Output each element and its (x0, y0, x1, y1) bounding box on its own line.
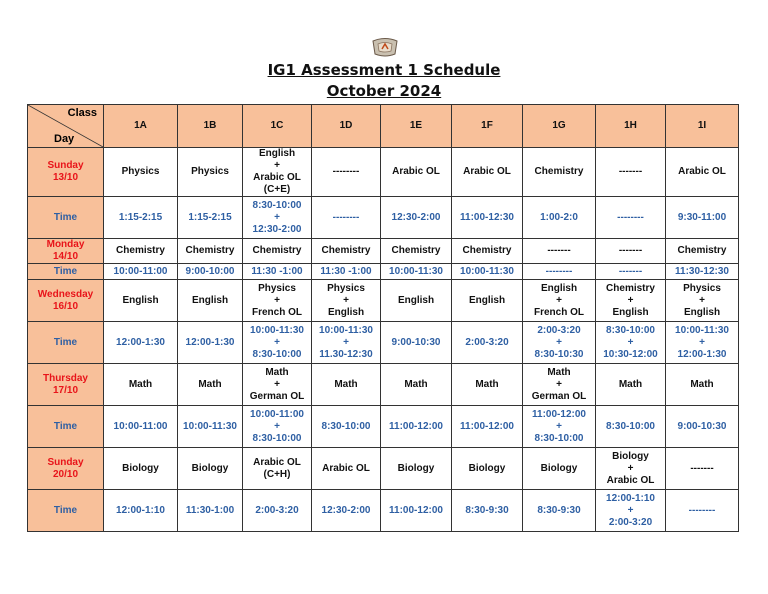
day-cell (28, 239, 104, 264)
cell-line: 11:30 -1:00 (320, 265, 372, 277)
subject-cell (243, 448, 312, 490)
time-cell (666, 490, 739, 532)
subject-row (28, 148, 739, 197)
cell-line: 10:00-11:00 (250, 408, 304, 420)
cell-line: 8:30-10:00 (606, 324, 655, 336)
subject-cell (596, 148, 666, 197)
cell-line: Math (128, 378, 153, 390)
cell-line: ------- (618, 245, 643, 256)
cell-line: 1:00-2:0 (540, 211, 578, 223)
cell-line: 11.30-12:30 (319, 348, 373, 360)
cell-line: 8:30-10:00 (252, 199, 302, 211)
time-cell (243, 322, 312, 364)
cell-line: 11:30 -1:00 (251, 265, 303, 277)
cell-line: + (627, 294, 634, 306)
time-cell (596, 197, 666, 239)
subject-cell (666, 364, 739, 406)
day-date: 17/10 (52, 384, 79, 396)
subject-cell (666, 148, 739, 197)
cell-line: German OL (531, 390, 587, 402)
cell-line: 12:30-2:00 (391, 211, 441, 223)
cell-line: 12:30-2:00 (252, 223, 302, 235)
subject-row (28, 239, 739, 264)
cell-line: + (556, 378, 562, 390)
subject-cell (243, 239, 312, 264)
time-cell (452, 322, 523, 364)
cell-line: Arabic OL (253, 172, 301, 183)
cell-line: English (468, 294, 506, 306)
subject-cell (243, 148, 312, 197)
subject-cell (381, 239, 452, 264)
time-cell (523, 264, 596, 280)
time-cell (381, 406, 452, 448)
cell-line: -------- (688, 504, 716, 516)
subject-cell (523, 239, 596, 264)
time-cell (523, 322, 596, 364)
cell-line: 1:15-2:15 (118, 211, 163, 223)
time-label-cell: Time (28, 264, 104, 280)
subject-cell (523, 148, 596, 197)
cell-line: 9:00-10:30 (391, 336, 441, 348)
cell-line: 10:00-11:00 (113, 420, 168, 432)
subject-cell (312, 364, 381, 406)
subject-cell (666, 239, 739, 264)
subject-cell (312, 280, 381, 322)
cell-line: + (627, 504, 634, 516)
cell-line: 8:30-10:30 (534, 348, 584, 360)
subject-cell (523, 448, 596, 490)
cell-line: 8:30-10:00 (252, 348, 302, 360)
cell-line: 2:00-3:20 (255, 504, 299, 516)
cell-line: -------- (332, 211, 360, 223)
cell-line: + (343, 336, 349, 348)
class-header-1e: 1E (381, 105, 452, 148)
cell-line: (C+H) (263, 468, 291, 480)
cell-line: + (556, 294, 562, 306)
subject-cell (104, 280, 178, 322)
time-cell (666, 322, 739, 364)
time-cell (243, 264, 312, 280)
cell-line: 12:00-1:10 (116, 504, 165, 516)
cell-line: 2:00-3:20 (608, 516, 653, 528)
subject-cell (666, 280, 739, 322)
subject-cell (104, 239, 178, 264)
subject-cell (104, 364, 178, 406)
time-cell (523, 406, 596, 448)
time-cell (178, 490, 243, 532)
cell-line: Math (334, 378, 358, 390)
cell-line: 12:00-1:30 (185, 336, 235, 348)
cell-line: 9:30-11:00 (677, 211, 727, 223)
cell-line: ------- (618, 265, 643, 277)
time-cell (452, 490, 523, 532)
time-cell (104, 490, 178, 532)
cell-line: Chemistry (116, 245, 165, 256)
cell-line: 9:00-10:30 (677, 420, 727, 432)
cell-line: French OL (533, 306, 584, 318)
time-cell (312, 490, 381, 532)
time-cell (452, 264, 523, 280)
class-header-1a: 1A (104, 105, 178, 148)
subject-cell (452, 364, 523, 406)
time-cell (312, 406, 381, 448)
cell-line: + (274, 336, 280, 348)
cell-line: English (612, 306, 649, 318)
day-date: 16/10 (52, 300, 79, 312)
subject-cell (666, 448, 739, 490)
cell-line: -------- (332, 166, 360, 177)
cell-line: + (556, 420, 562, 432)
cell-line: Math (265, 366, 289, 378)
cell-line: ------- (547, 245, 571, 256)
cell-line: (C+E) (263, 184, 291, 195)
time-cell (666, 406, 739, 448)
subject-cell (381, 364, 452, 406)
time-cell (666, 264, 739, 280)
cell-line: Chemistry (534, 166, 584, 177)
cell-line: Chemistry (252, 245, 302, 256)
day-date: 14/10 (52, 251, 79, 262)
subject-cell (243, 364, 312, 406)
time-cell (523, 197, 596, 239)
class-header-1b: 1B (178, 105, 243, 148)
time-cell (312, 264, 381, 280)
day-cell (28, 148, 104, 197)
cell-line: 10:00-11:30 (319, 324, 373, 336)
cell-line: 11:30-12:30 (675, 265, 729, 277)
subject-cell (452, 448, 523, 490)
day-name: Sunday (47, 456, 84, 468)
cell-line: 8:30-9:30 (537, 504, 581, 516)
subject-cell (596, 239, 666, 264)
class-header-1i: 1I (666, 105, 739, 148)
subject-cell (381, 448, 452, 490)
day-date: 20/10 (52, 468, 79, 480)
cell-line: Biology (540, 462, 578, 474)
time-cell (381, 197, 452, 239)
subject-cell (178, 448, 243, 490)
day-date: 13/10 (52, 172, 79, 183)
cell-line: 12:00-1:30 (677, 348, 727, 360)
cell-line: + (699, 294, 705, 306)
cell-line: Arabic OL (322, 462, 370, 474)
subject-row (28, 280, 739, 322)
cell-line: 12:00-1:10 (606, 492, 655, 504)
time-cell (596, 264, 666, 280)
time-cell (178, 197, 243, 239)
cell-line: Physics (683, 282, 721, 294)
subject-cell (452, 280, 523, 322)
cell-line: + (627, 336, 634, 348)
cell-line: Chemistry (185, 245, 235, 256)
day-cell (28, 280, 104, 322)
school-crest-icon (370, 36, 400, 58)
cell-line: Biology (122, 462, 159, 474)
cell-line: 11:00-12:30 (460, 211, 514, 223)
cell-line: -------- (617, 211, 644, 223)
cell-line: Chemistry (321, 245, 371, 256)
time-cell (178, 264, 243, 280)
cell-line: 10:00-11:30 (250, 324, 304, 336)
cell-line: Biology (612, 450, 649, 462)
cell-line: 12:00-1:30 (116, 336, 165, 348)
schedule-table (27, 104, 739, 532)
subject-cell (381, 148, 452, 197)
time-row (28, 264, 739, 280)
class-header-1d: 1D (312, 105, 381, 148)
cell-line: Chemistry (606, 282, 655, 294)
cell-line: English (683, 306, 721, 318)
cell-line: 1:15-2:15 (188, 211, 232, 223)
subject-cell (312, 448, 381, 490)
time-label-cell: Time (28, 406, 104, 448)
cell-line: 2:00-3:20 (537, 324, 581, 336)
cell-line: + (274, 378, 280, 390)
time-cell (243, 197, 312, 239)
time-cell (104, 197, 178, 239)
time-cell (523, 490, 596, 532)
time-cell (312, 322, 381, 364)
cell-line: Math (198, 378, 222, 390)
cell-line: 12:30-2:00 (321, 504, 371, 516)
time-cell (104, 322, 178, 364)
class-header-1f: 1F (452, 105, 523, 148)
cell-line: Biology (191, 462, 229, 474)
corner-day-label: Day (54, 133, 75, 145)
cell-line: 8:30-9:30 (465, 504, 509, 516)
time-cell (381, 490, 452, 532)
subject-row (28, 364, 739, 406)
cell-line: English (540, 282, 578, 294)
time-cell (104, 406, 178, 448)
time-cell (381, 264, 452, 280)
subject-cell (104, 448, 178, 490)
cell-line: English (191, 294, 229, 306)
cell-line: 10:00-11:30 (675, 324, 729, 336)
cell-line: Chemistry (677, 245, 727, 256)
subject-cell (104, 148, 178, 197)
day-name: Thursday (42, 372, 88, 384)
subject-cell (596, 364, 666, 406)
subject-cell (178, 280, 243, 322)
cell-line: 8:30-10:00 (252, 432, 302, 444)
cell-line: German OL (249, 390, 305, 402)
cell-line: + (343, 294, 349, 306)
cell-line: 8:30-10:00 (606, 420, 655, 432)
cell-line: + (627, 462, 634, 474)
corner-cell (28, 105, 104, 148)
cell-line: English (397, 294, 435, 306)
subject-cell (596, 280, 666, 322)
day-name: Monday (46, 239, 85, 250)
time-cell (104, 264, 178, 280)
cell-line: Physics (121, 166, 160, 177)
cell-line: ------- (618, 166, 643, 177)
cell-line: English (327, 306, 365, 318)
cell-line: Physics (327, 282, 365, 294)
time-cell (596, 490, 666, 532)
subject-cell (312, 239, 381, 264)
cell-line: Arabic OL (606, 474, 655, 486)
cell-line: + (274, 294, 280, 306)
cell-line: + (556, 336, 562, 348)
cell-line: 8:30-10:00 (534, 432, 584, 444)
corner-class-label: Class (67, 107, 97, 119)
cell-line: Arabic OL (678, 166, 726, 177)
subject-cell (178, 239, 243, 264)
cell-line: + (274, 420, 280, 432)
cell-line: Arabic OL (253, 456, 301, 468)
cell-line: 2:00-3:20 (465, 336, 509, 348)
time-row (28, 490, 739, 532)
time-cell (178, 322, 243, 364)
cell-line: English (258, 148, 296, 159)
time-cell (243, 406, 312, 448)
class-header-1g: 1G (523, 105, 596, 148)
page-title: IG1 Assessment 1 Schedule (267, 61, 501, 79)
time-label-cell: Time (28, 197, 104, 239)
time-label-cell: Time (28, 490, 104, 532)
cell-line: English (122, 294, 159, 306)
day-name: Sunday (47, 160, 84, 171)
cell-line: 10:00-11:30 (183, 420, 237, 432)
time-cell (243, 490, 312, 532)
cell-line: 11:00-12:00 (389, 420, 443, 432)
subject-cell (523, 280, 596, 322)
subject-cell (381, 280, 452, 322)
cell-line: 11:30-1:00 (185, 504, 235, 516)
day-cell (28, 364, 104, 406)
time-cell (666, 197, 739, 239)
subject-row (28, 448, 739, 490)
cell-line: + (699, 336, 705, 348)
time-row (28, 406, 739, 448)
class-header-1c: 1C (243, 105, 312, 148)
cell-line: Chemistry (462, 245, 512, 256)
cell-line: Biology (397, 462, 435, 474)
cell-line: Math (404, 378, 428, 390)
cell-line: 10:00-11:30 (460, 265, 514, 277)
cell-line: 11:00-12:00 (460, 420, 514, 432)
page-subtitle: October 2024 (326, 82, 442, 100)
time-cell (596, 406, 666, 448)
cell-line: Math (547, 366, 571, 378)
cell-line: French OL (251, 306, 302, 318)
cell-line: 11:00-12:00 (532, 408, 586, 420)
day-name: Wednesday (37, 288, 94, 300)
cell-line: -------- (545, 265, 573, 277)
subject-cell (312, 148, 381, 197)
cell-line: 10:00-11:00 (113, 265, 168, 277)
time-label-cell: Time (28, 322, 104, 364)
subject-cell (452, 148, 523, 197)
cell-line: + (274, 211, 280, 223)
time-cell (596, 322, 666, 364)
subject-cell (243, 280, 312, 322)
cell-line: 11:00-12:00 (389, 504, 443, 516)
cell-line: Math (690, 378, 714, 390)
subject-cell (178, 364, 243, 406)
cell-line: 10:00-11:30 (389, 265, 443, 277)
cell-line: Physics (191, 166, 229, 177)
time-row (28, 322, 739, 364)
cell-line: Biology (468, 462, 506, 474)
cell-line: 10:30-12:00 (603, 348, 658, 360)
time-cell (381, 322, 452, 364)
time-cell (178, 406, 243, 448)
cell-line: Chemistry (391, 245, 441, 256)
subject-cell (596, 448, 666, 490)
cell-line: + (274, 160, 280, 171)
subject-cell (452, 239, 523, 264)
cell-line: Arabic OL (392, 166, 440, 177)
cell-line: Math (475, 378, 499, 390)
time-cell (312, 197, 381, 239)
subject-cell (523, 364, 596, 406)
subject-cell (178, 148, 243, 197)
cell-line: ------- (690, 462, 714, 474)
cell-line: 8:30-10:00 (321, 420, 371, 432)
time-cell (452, 406, 523, 448)
time-cell (452, 197, 523, 239)
cell-line: Math (618, 378, 643, 390)
time-row (28, 197, 739, 239)
cell-line: 9:00-10:00 (185, 265, 235, 277)
cell-line: Arabic OL (463, 166, 511, 177)
day-cell (28, 448, 104, 490)
cell-line: Physics (258, 282, 296, 294)
class-header-1h: 1H (596, 105, 666, 148)
